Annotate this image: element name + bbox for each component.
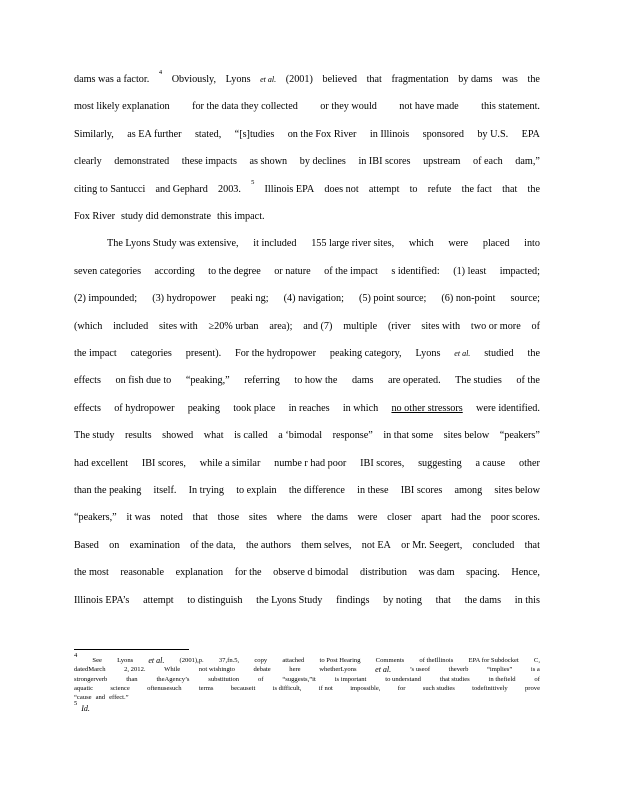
text-run: substitution <box>208 676 240 683</box>
text-run: studied <box>484 348 514 359</box>
text-run: effects <box>74 402 101 414</box>
text-run: sites below <box>443 430 490 442</box>
text-run: (2) impounded; <box>74 293 138 305</box>
text-run: multiple <box>343 320 378 332</box>
text-run: Lyons <box>415 348 441 359</box>
body-line <box>74 178 540 197</box>
text-run: of theIllinois <box>419 657 454 664</box>
text-run: IBI scores, <box>141 457 186 469</box>
text-run: study did demonstrate <box>121 211 212 222</box>
text-run: Lyons <box>225 74 251 85</box>
text-run: Hence, <box>511 567 540 579</box>
text-run: took place <box>233 402 276 414</box>
body-line <box>107 237 540 251</box>
text-run: than <box>126 676 138 683</box>
text-run: poor scores. <box>490 512 540 524</box>
text-run: “peakers,” <box>74 512 117 524</box>
text-run: suggesting <box>418 457 462 469</box>
text-run: (6) non-point <box>441 293 496 305</box>
body-line <box>74 69 540 87</box>
text-run: is difficult, <box>272 685 302 692</box>
text-run: 2, 2012. <box>124 666 146 673</box>
text-run: (river <box>387 320 411 332</box>
body-line <box>74 539 540 553</box>
text-run: “cause <box>74 694 92 701</box>
italic-text: et al. <box>375 665 392 674</box>
text-run: of the impact <box>324 265 378 277</box>
text-run: what <box>203 430 224 442</box>
text-run: upstream <box>423 156 461 168</box>
text-run: by noting <box>383 594 422 606</box>
text-run: datedMarch <box>74 666 106 673</box>
text-run: two or more <box>470 320 521 332</box>
text-run: than the peaking <box>74 485 142 496</box>
text-run: or Mr. Seegert, <box>401 539 463 551</box>
text-run: theAgency’s <box>156 676 190 683</box>
text-run: them selves, <box>301 539 352 551</box>
text-run: (2001) <box>285 74 313 85</box>
text-run: to explain <box>236 485 277 496</box>
text-run: attached <box>282 657 305 664</box>
text-run: of <box>534 676 540 683</box>
text-run: Fox River <box>74 211 116 222</box>
text-run: (3) hydropower <box>152 293 216 305</box>
text-run: stated, <box>194 128 222 140</box>
text-run: or they would <box>320 101 377 113</box>
text-run: Based <box>74 539 99 551</box>
text-run: apart <box>421 512 442 524</box>
text-run: the fact <box>461 183 492 195</box>
text-run: in Illinois <box>369 128 410 140</box>
text-run: for the <box>234 567 262 579</box>
text-run: if not <box>318 685 333 692</box>
text-run: are operated. <box>388 375 441 387</box>
text-run: by U.S. <box>477 128 509 140</box>
italic-text: et al. <box>148 656 165 665</box>
text-run: noted <box>160 512 183 524</box>
text-run: to Post Hearing <box>319 657 361 664</box>
text-run: EPA for Subdocket <box>468 657 519 664</box>
text-run: not EA <box>361 539 391 551</box>
text-run: to distinguish <box>187 594 243 606</box>
text-run: the impact <box>74 348 117 359</box>
text-run: that <box>502 183 518 195</box>
text-run: sites <box>248 512 267 524</box>
text-run: while a similar <box>199 457 261 469</box>
text-run: impossible, <box>350 685 381 692</box>
text-run: numbe r had poor <box>274 457 347 469</box>
text-run: the <box>527 183 540 195</box>
text-run: of each <box>473 156 503 168</box>
text-run: present). <box>185 348 222 359</box>
text-run: dams <box>351 375 374 387</box>
text-run: debate <box>253 666 271 673</box>
text-run: in that some <box>383 430 434 442</box>
text-run: is important <box>334 676 367 683</box>
text-run: concluded <box>472 539 515 551</box>
text-run: 37,fn.5, <box>218 657 240 664</box>
text-run: and Gephard <box>155 183 208 195</box>
text-run: becauseit <box>230 685 256 692</box>
text-run: seven categories <box>74 265 142 277</box>
text-run: among <box>454 485 483 496</box>
text-run: is a <box>530 666 540 673</box>
text-run: for the data they collected <box>192 101 298 113</box>
text-run: copy <box>254 657 268 664</box>
text-run: peaki ng; <box>230 293 269 305</box>
text-run: Obviously, <box>171 74 217 85</box>
text-run: those <box>217 512 240 524</box>
text-run: sites with <box>421 320 461 332</box>
text-run: that <box>192 512 208 524</box>
text-run: is called <box>234 430 268 442</box>
text-run: not have made <box>399 101 459 113</box>
text-run: clearly <box>74 156 102 168</box>
text-run: that <box>435 594 451 606</box>
text-run: examination <box>129 539 180 551</box>
text-run: the <box>527 348 540 359</box>
body-line <box>74 210 540 224</box>
text-run: to how the <box>294 375 338 387</box>
text-run: distribution <box>360 567 407 579</box>
text-run: had excellent <box>74 457 129 469</box>
body-line <box>74 100 540 114</box>
text-run: Illinois EPA <box>264 183 315 195</box>
text-run: of <box>257 676 264 683</box>
text-run: or nature <box>274 265 311 277</box>
text-run: believed <box>322 74 357 85</box>
text-run: this impact. <box>217 211 265 222</box>
text-run: sites below <box>494 485 540 496</box>
text-run: area); <box>269 320 293 332</box>
text-run: placed <box>482 238 510 250</box>
text-run: of the <box>516 375 540 387</box>
footnote-marker: 4 <box>158 69 163 76</box>
text-run: closer <box>387 512 412 524</box>
text-run: source; <box>510 293 540 305</box>
text-run: Comments <box>375 657 405 664</box>
text-run: oftenusesuch <box>147 685 182 692</box>
text-run: the authors <box>245 539 291 551</box>
text-run: in thefield <box>488 676 516 683</box>
text-run: included <box>113 320 149 332</box>
text-run: was <box>502 74 518 85</box>
body-line <box>74 429 540 443</box>
text-run: ≥20% urban <box>208 320 259 332</box>
text-run: effect.” <box>109 694 129 701</box>
footnote-marker: 5 <box>74 700 78 707</box>
text-run: sites with <box>158 320 198 332</box>
text-run: the dams <box>464 594 502 606</box>
text-run: dams was a factor. <box>74 74 150 85</box>
text-run: todefinitively <box>472 685 508 692</box>
text-run: a cause <box>475 457 506 469</box>
text-run: this statement. <box>481 101 540 113</box>
text-run: and (7) <box>303 320 333 332</box>
text-run: whetherLyons <box>319 666 357 673</box>
underlined-text: no other stressors <box>391 402 463 414</box>
text-run: reasonable <box>120 567 164 579</box>
text-run: In trying <box>188 485 224 496</box>
text-run: 2003. <box>218 183 241 195</box>
text-run: showed <box>162 430 194 442</box>
body-line <box>74 292 540 306</box>
text-run: where <box>276 512 302 524</box>
text-run: The Lyons Study was extensive, <box>107 238 239 250</box>
text-run: to <box>409 183 418 195</box>
text-run: attempt <box>143 594 174 606</box>
text-run: (5) point source; <box>358 293 427 305</box>
text-run: was dam <box>418 567 455 579</box>
text-run: (2001),p. <box>179 657 204 664</box>
text-run: demonstrated <box>114 156 170 168</box>
text-run: not wishingto <box>198 666 235 673</box>
italic-text: et al. <box>454 349 471 358</box>
text-run: were <box>448 238 469 250</box>
text-run: the dams <box>311 512 348 524</box>
text-run: into <box>524 238 540 250</box>
footnote-line <box>74 675 540 684</box>
text-run: by declines <box>299 156 346 168</box>
text-run: categories <box>130 348 172 359</box>
text-run: on the Fox River <box>287 128 357 140</box>
text-run: ’s useof <box>409 666 431 673</box>
text-run: “suggests,”it <box>282 676 316 683</box>
body-line <box>74 347 540 361</box>
text-run: attempt <box>368 183 400 195</box>
text-run: in IBI scores <box>358 156 411 168</box>
footnote-line <box>74 693 540 702</box>
text-run: Similarly, <box>74 128 114 140</box>
text-run: See <box>92 657 102 664</box>
text-run: science <box>110 685 130 692</box>
body-line <box>74 374 540 388</box>
footnote-separator <box>74 649 189 650</box>
text-run: in this <box>514 594 540 606</box>
text-run: theverb <box>448 666 469 673</box>
text-run: that <box>524 539 540 551</box>
text-run: Lyons <box>117 657 134 664</box>
text-run: had the <box>451 512 481 524</box>
text-run: here <box>289 666 301 673</box>
text-run: observe d bimodal <box>273 567 349 579</box>
text-run: impacted; <box>499 265 540 277</box>
text-run: the Lyons Study <box>256 594 323 606</box>
text-run: effects <box>74 375 101 387</box>
body-line <box>74 511 540 525</box>
text-run: according <box>154 265 195 277</box>
text-run: “implies” <box>487 666 513 673</box>
footnote-marker: 4 <box>74 652 78 659</box>
text-run: the difference <box>288 485 345 496</box>
body-line <box>74 128 540 142</box>
text-run: refute <box>427 183 452 195</box>
text-run: it was <box>126 512 151 524</box>
text-run: as shown <box>249 156 288 168</box>
body-line <box>74 594 540 608</box>
text-run: For the hydropower <box>235 348 316 359</box>
text-run: response” <box>332 430 373 442</box>
footnote-line <box>74 652 540 665</box>
text-run: other <box>519 457 540 469</box>
text-run: explanation <box>175 567 224 579</box>
body-line <box>74 320 540 334</box>
text-run: which <box>408 238 434 250</box>
text-run: most likely explanation <box>74 101 170 113</box>
text-run: and <box>95 694 106 701</box>
text-run: in reaches <box>288 402 330 414</box>
text-run: citing to Santucci <box>74 183 146 195</box>
text-run: on <box>109 539 120 551</box>
body-line <box>74 566 540 580</box>
text-run: spacing. <box>466 567 500 579</box>
text-run: that studies <box>439 676 470 683</box>
text-run: itself. <box>153 485 177 496</box>
text-run: referring <box>244 375 280 387</box>
text-run: such studies <box>422 685 455 692</box>
text-run: (4) navigation; <box>283 293 344 305</box>
italic-text: et al. <box>260 75 277 84</box>
text-run: were identified. <box>475 402 540 414</box>
text-run: on fish due to <box>115 375 172 387</box>
body-line <box>74 457 540 471</box>
text-run: it included <box>253 238 297 250</box>
text-run: in which <box>342 402 379 414</box>
text-run: The studies <box>455 375 502 387</box>
footnote-marker: 5 <box>251 178 255 186</box>
text-run: prove <box>524 685 540 692</box>
text-run: “[s]tudies <box>234 128 275 140</box>
text-run: aquatic <box>74 685 94 692</box>
text-run: to the degree <box>208 265 261 277</box>
text-run: of the data, <box>190 539 236 551</box>
text-run: (1) least <box>453 265 487 277</box>
text-run: does not <box>324 183 359 195</box>
italic-text: Id. <box>81 704 90 713</box>
text-run: s identified: <box>391 265 440 277</box>
text-run: to understand <box>385 676 421 683</box>
text-run: EPA <box>521 128 540 140</box>
text-run: While <box>164 666 181 673</box>
body-line <box>74 484 540 498</box>
text-run: fragmentation <box>391 74 449 85</box>
text-run: sponsored <box>422 128 464 140</box>
text-run: C, <box>533 657 540 664</box>
text-run: results <box>124 430 152 442</box>
body-line <box>74 402 540 416</box>
body-line <box>74 155 540 169</box>
text-run: Illinois EPA’s <box>74 594 130 606</box>
footnote-line <box>74 684 540 693</box>
text-run: peaking <box>187 402 220 414</box>
body-line <box>74 265 540 279</box>
text-run: of <box>531 320 540 332</box>
footnote-line <box>74 665 540 674</box>
text-run: for <box>397 685 406 692</box>
footnote-line <box>74 700 540 713</box>
text-run: IBI scores, <box>360 457 405 469</box>
text-run: terms <box>198 685 214 692</box>
text-run: “peakers” <box>499 430 540 442</box>
text-run: dam,” <box>515 156 540 168</box>
text-run: peaking category, <box>329 348 402 359</box>
text-run: as EA further <box>127 128 182 140</box>
text-run: (which <box>74 320 103 332</box>
text-run: IBI scores <box>400 485 443 496</box>
text-run: of hydropower <box>114 402 175 414</box>
text-run: by dams <box>458 74 493 85</box>
text-run: the most <box>74 567 109 579</box>
text-run: were <box>357 512 378 524</box>
text-run: these impacts <box>181 156 237 168</box>
text-run: The study <box>74 430 115 442</box>
text-run: in these <box>357 485 389 496</box>
text-run: 155 large river sites, <box>311 238 395 250</box>
text-run: the <box>527 74 540 85</box>
text-run: findings <box>336 594 370 606</box>
text-run: that <box>366 74 382 85</box>
text-run: strongerverb <box>74 676 108 683</box>
text-run: “peaking,” <box>185 375 230 387</box>
text-run: a ‘bimodal <box>278 430 323 442</box>
